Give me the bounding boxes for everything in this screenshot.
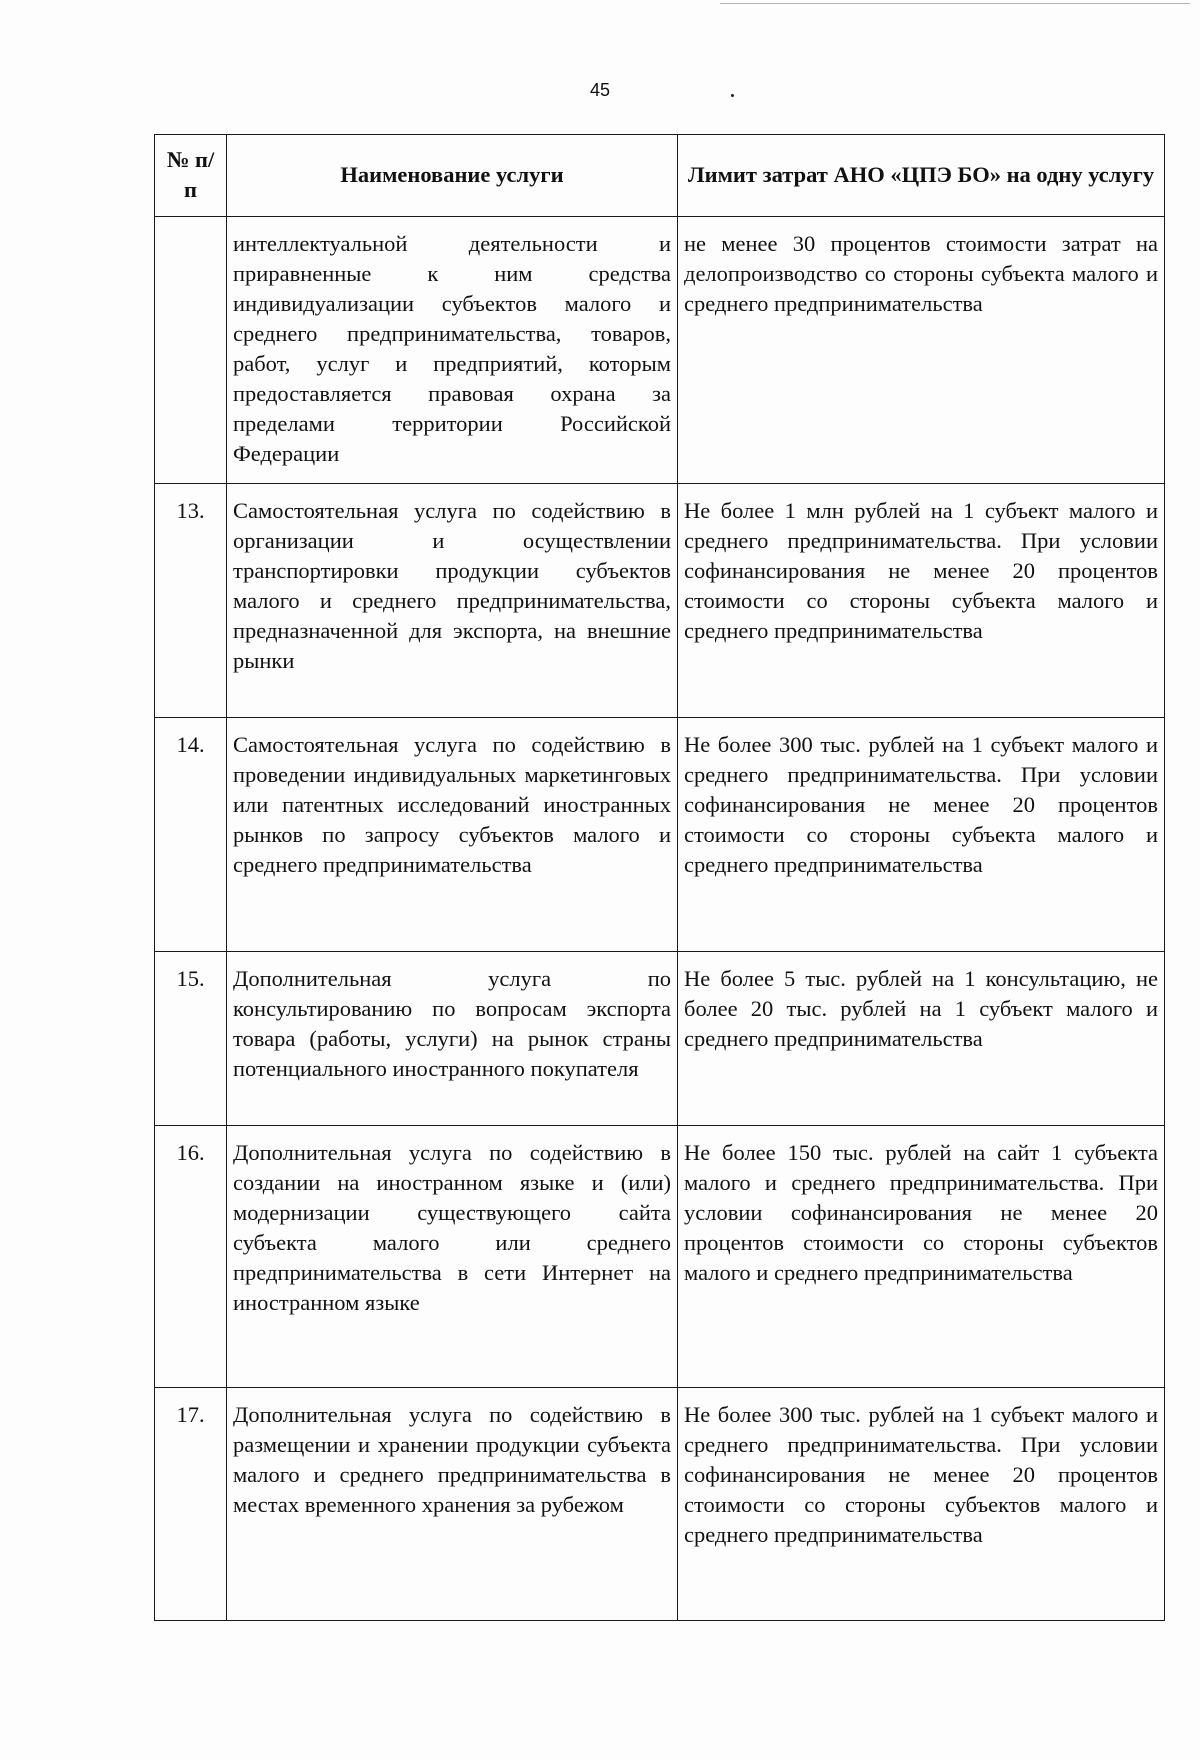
service-name: Самостоятельная услуга по содействию в проведении индивидуальных маркетинговых или патентных исследований иностранных рынков по запросу субъектов малого и среднего предпринимательства <box>227 718 678 952</box>
service-name: интеллектуальной деятельности и приравненные к ним средства индивидуализации субъектов малого и среднего предпринимательства, товаров, работ, услуг и предприятий, которым предоставляется правовая охрана за пределами территории Российской Федерации <box>227 217 678 484</box>
service-name: Дополнительная услуга по содействию в размещении и хранении продукции субъекта малого и среднего предпринимательства в местах временного хранения за рубежом <box>227 1388 678 1621</box>
cost-limit: Не более 300 тыс. рублей на 1 субъект малого и среднего предпринимательства. При условии софинансирования не менее 20 процентов стоимости со стороны субъектов малого и среднего предпринимательства <box>678 1388 1165 1621</box>
table-row <box>155 1126 1165 1388</box>
cost-limit: не менее 30 процентов стоимости затрат на делопроизводство со стороны субъекта малого и среднего предпринимательства <box>678 217 1165 484</box>
table-row <box>155 1388 1165 1621</box>
scan-top-rule <box>720 3 1190 4</box>
service-name: Дополнительная услуга по консультированию по вопросам экспорта товара (работы, услуги) на рынок страны потенциального иностранного покупателя <box>227 952 678 1126</box>
cost-limit: Не более 5 тыс. рублей на 1 консультацию, не более 20 тыс. рублей на 1 субъект малого и среднего предпринимательства <box>678 952 1165 1126</box>
row-number: 15. <box>155 952 227 1126</box>
table-row <box>155 718 1165 952</box>
cost-limit: Не более 300 тыс. рублей на 1 субъект малого и среднего предпринимательства. При условии софинансирования не менее 20 процентов стоимости со стороны субъекта малого и среднего предпринимательства <box>678 718 1165 952</box>
row-number: 17. <box>155 1388 227 1621</box>
row-number <box>155 217 227 484</box>
header-service-name: Наименование услуги <box>227 135 678 217</box>
header-number: № п/п <box>155 135 227 217</box>
cost-limit: Не более 1 млн рублей на 1 субъект малого и среднего предпринимательства. При условии софинансирования не менее 20 процентов стоимости со стороны субъекта малого и среднего предпринимательства <box>678 484 1165 718</box>
header-cost-limit: Лимит затрат АНО «ЦПЭ БО» на одну услугу <box>678 135 1165 217</box>
table-row <box>155 952 1165 1126</box>
services-cost-limit-table <box>154 134 1165 1621</box>
table-row <box>155 217 1165 484</box>
table-header-row <box>155 135 1165 217</box>
page-number: 45 <box>589 80 611 100</box>
service-name: Дополнительная услуга по содействию в создании на иностранном языке и (или) модернизации существующего сайта субъекта малого или среднего предпринимательства в сети Интернет на иностранном языке <box>227 1126 678 1388</box>
service-name: Самостоятельная услуга по содействию в организации и осуществлении транспортировки продукции субъектов малого и среднего предпринимательства, предназначенной для экспорта, на внешние рынки <box>227 484 678 718</box>
scan-speck <box>731 94 734 97</box>
cost-limit: Не более 150 тыс. рублей на сайт 1 субъекта малого и среднего предпринимательства. При условии софинансирования не менее 20 процентов стоимости со стороны субъектов малого и среднего предпринимательства <box>678 1126 1165 1388</box>
row-number: 14. <box>155 718 227 952</box>
table-row <box>155 484 1165 718</box>
row-number: 16. <box>155 1126 227 1388</box>
row-number: 13. <box>155 484 227 718</box>
